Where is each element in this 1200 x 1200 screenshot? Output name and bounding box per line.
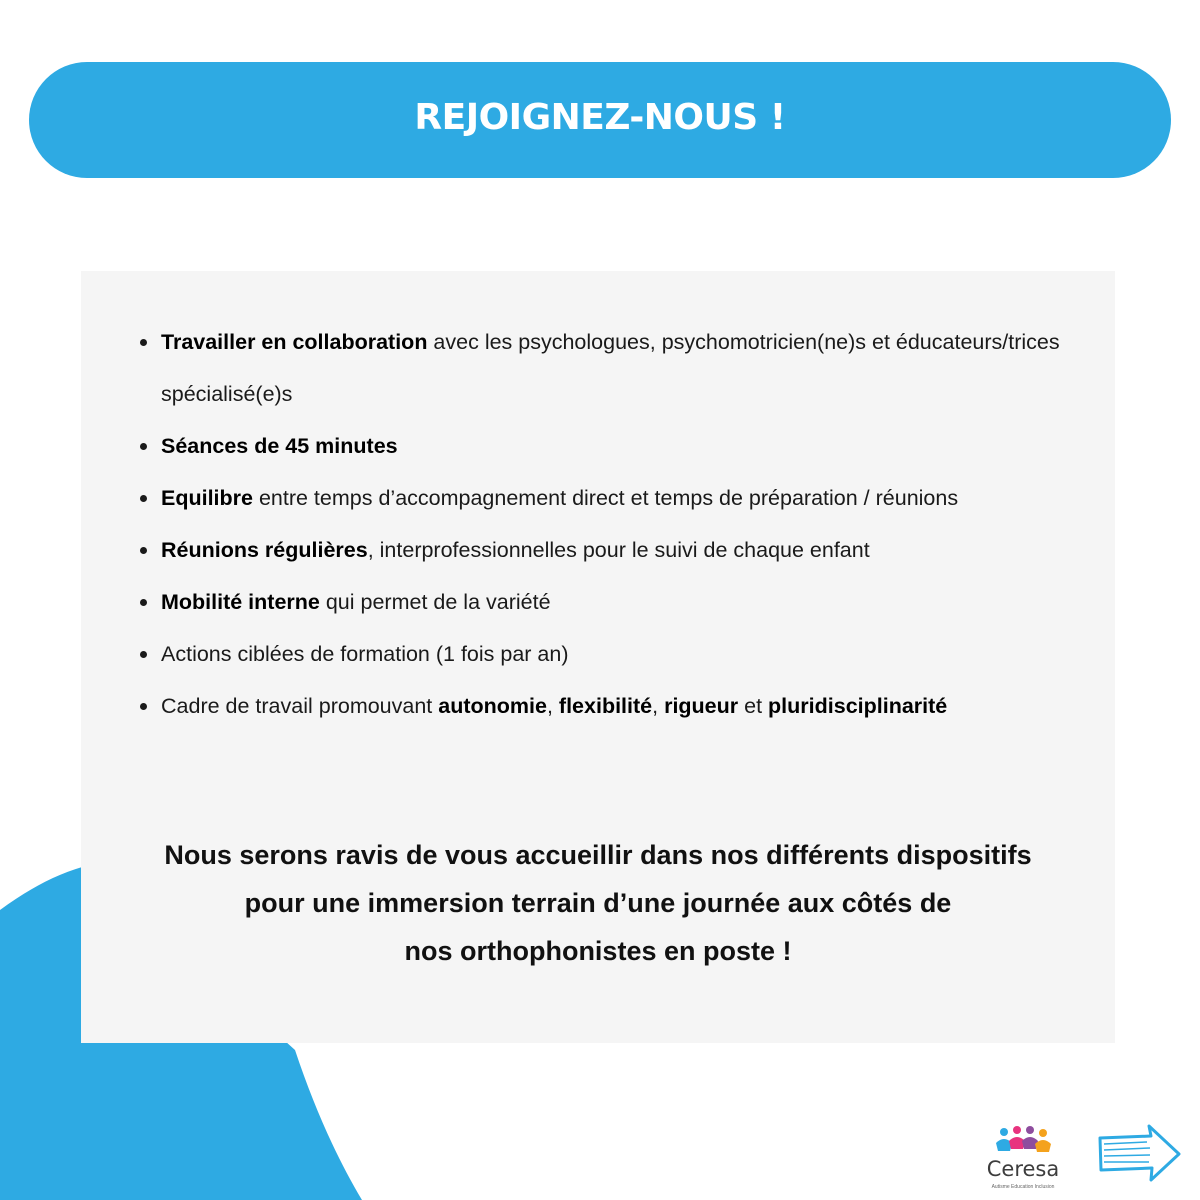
benefit-text: qui permet de la variété: [319, 590, 551, 614]
list-item: [161, 576, 1081, 628]
content-panel: [81, 271, 1115, 1043]
benefit-separator: et: [738, 694, 769, 718]
list-item: [161, 472, 1081, 524]
logo-tagline: Autisme Education Inclusion: [991, 1184, 1055, 1190]
benefit-text: , interprofessionnelles pour le suivi de chaque enfant: [367, 538, 870, 562]
benefits-list: [161, 316, 1081, 732]
closing-line-3: nos orthophonistes en poste !: [404, 936, 792, 966]
benefit-keyword: rigueur: [664, 694, 739, 718]
benefit-highlight: Séances de 45 minutes: [161, 434, 398, 458]
closing-message: [101, 831, 1095, 975]
closing-line-2: pour une immersion terrain d’une journée aux côtés de: [244, 888, 952, 918]
ceresa-logo: [983, 1125, 1063, 1195]
benefit-highlight: Mobilité interne: [161, 590, 320, 614]
benefit-separator: ,: [546, 694, 559, 718]
logo-name: Ceresa: [986, 1157, 1060, 1181]
benefit-text: Cadre de travail promouvant: [161, 694, 439, 718]
benefit-highlight: Travailler en collaboration: [161, 330, 428, 354]
closing-line-1: Nous serons ravis de vous accueillir dans nos différents dispositifs: [164, 840, 1032, 870]
benefit-keyword: autonomie: [438, 694, 547, 718]
benefit-keyword: flexibilité: [558, 694, 653, 718]
next-arrow-icon[interactable]: [1095, 1122, 1183, 1184]
list-item: [161, 420, 1081, 472]
benefit-text: avec les psychologues, psychomotricien(ne)s et éducateurs/trices spécialisé(e)s: [161, 330, 1060, 406]
list-item: [161, 524, 1081, 576]
page-title: REJOIGNEZ-NOUS !: [414, 96, 786, 138]
list-item: [161, 316, 1081, 420]
benefit-keyword: pluridisciplinarité: [768, 694, 948, 718]
list-item: [161, 680, 1081, 732]
list-item: [161, 628, 1081, 680]
header-banner: [29, 62, 1171, 178]
benefit-highlight: Réunions régulières: [161, 538, 368, 562]
benefit-text: Actions ciblées de formation (1 fois par an): [161, 642, 569, 666]
benefit-highlight: Equilibre: [161, 486, 253, 510]
benefit-text: entre temps d’accompagnement direct et temps de préparation / réunions: [252, 486, 959, 510]
benefit-separator: ,: [652, 694, 665, 718]
puzzle-people-icon: [983, 1125, 1063, 1159]
